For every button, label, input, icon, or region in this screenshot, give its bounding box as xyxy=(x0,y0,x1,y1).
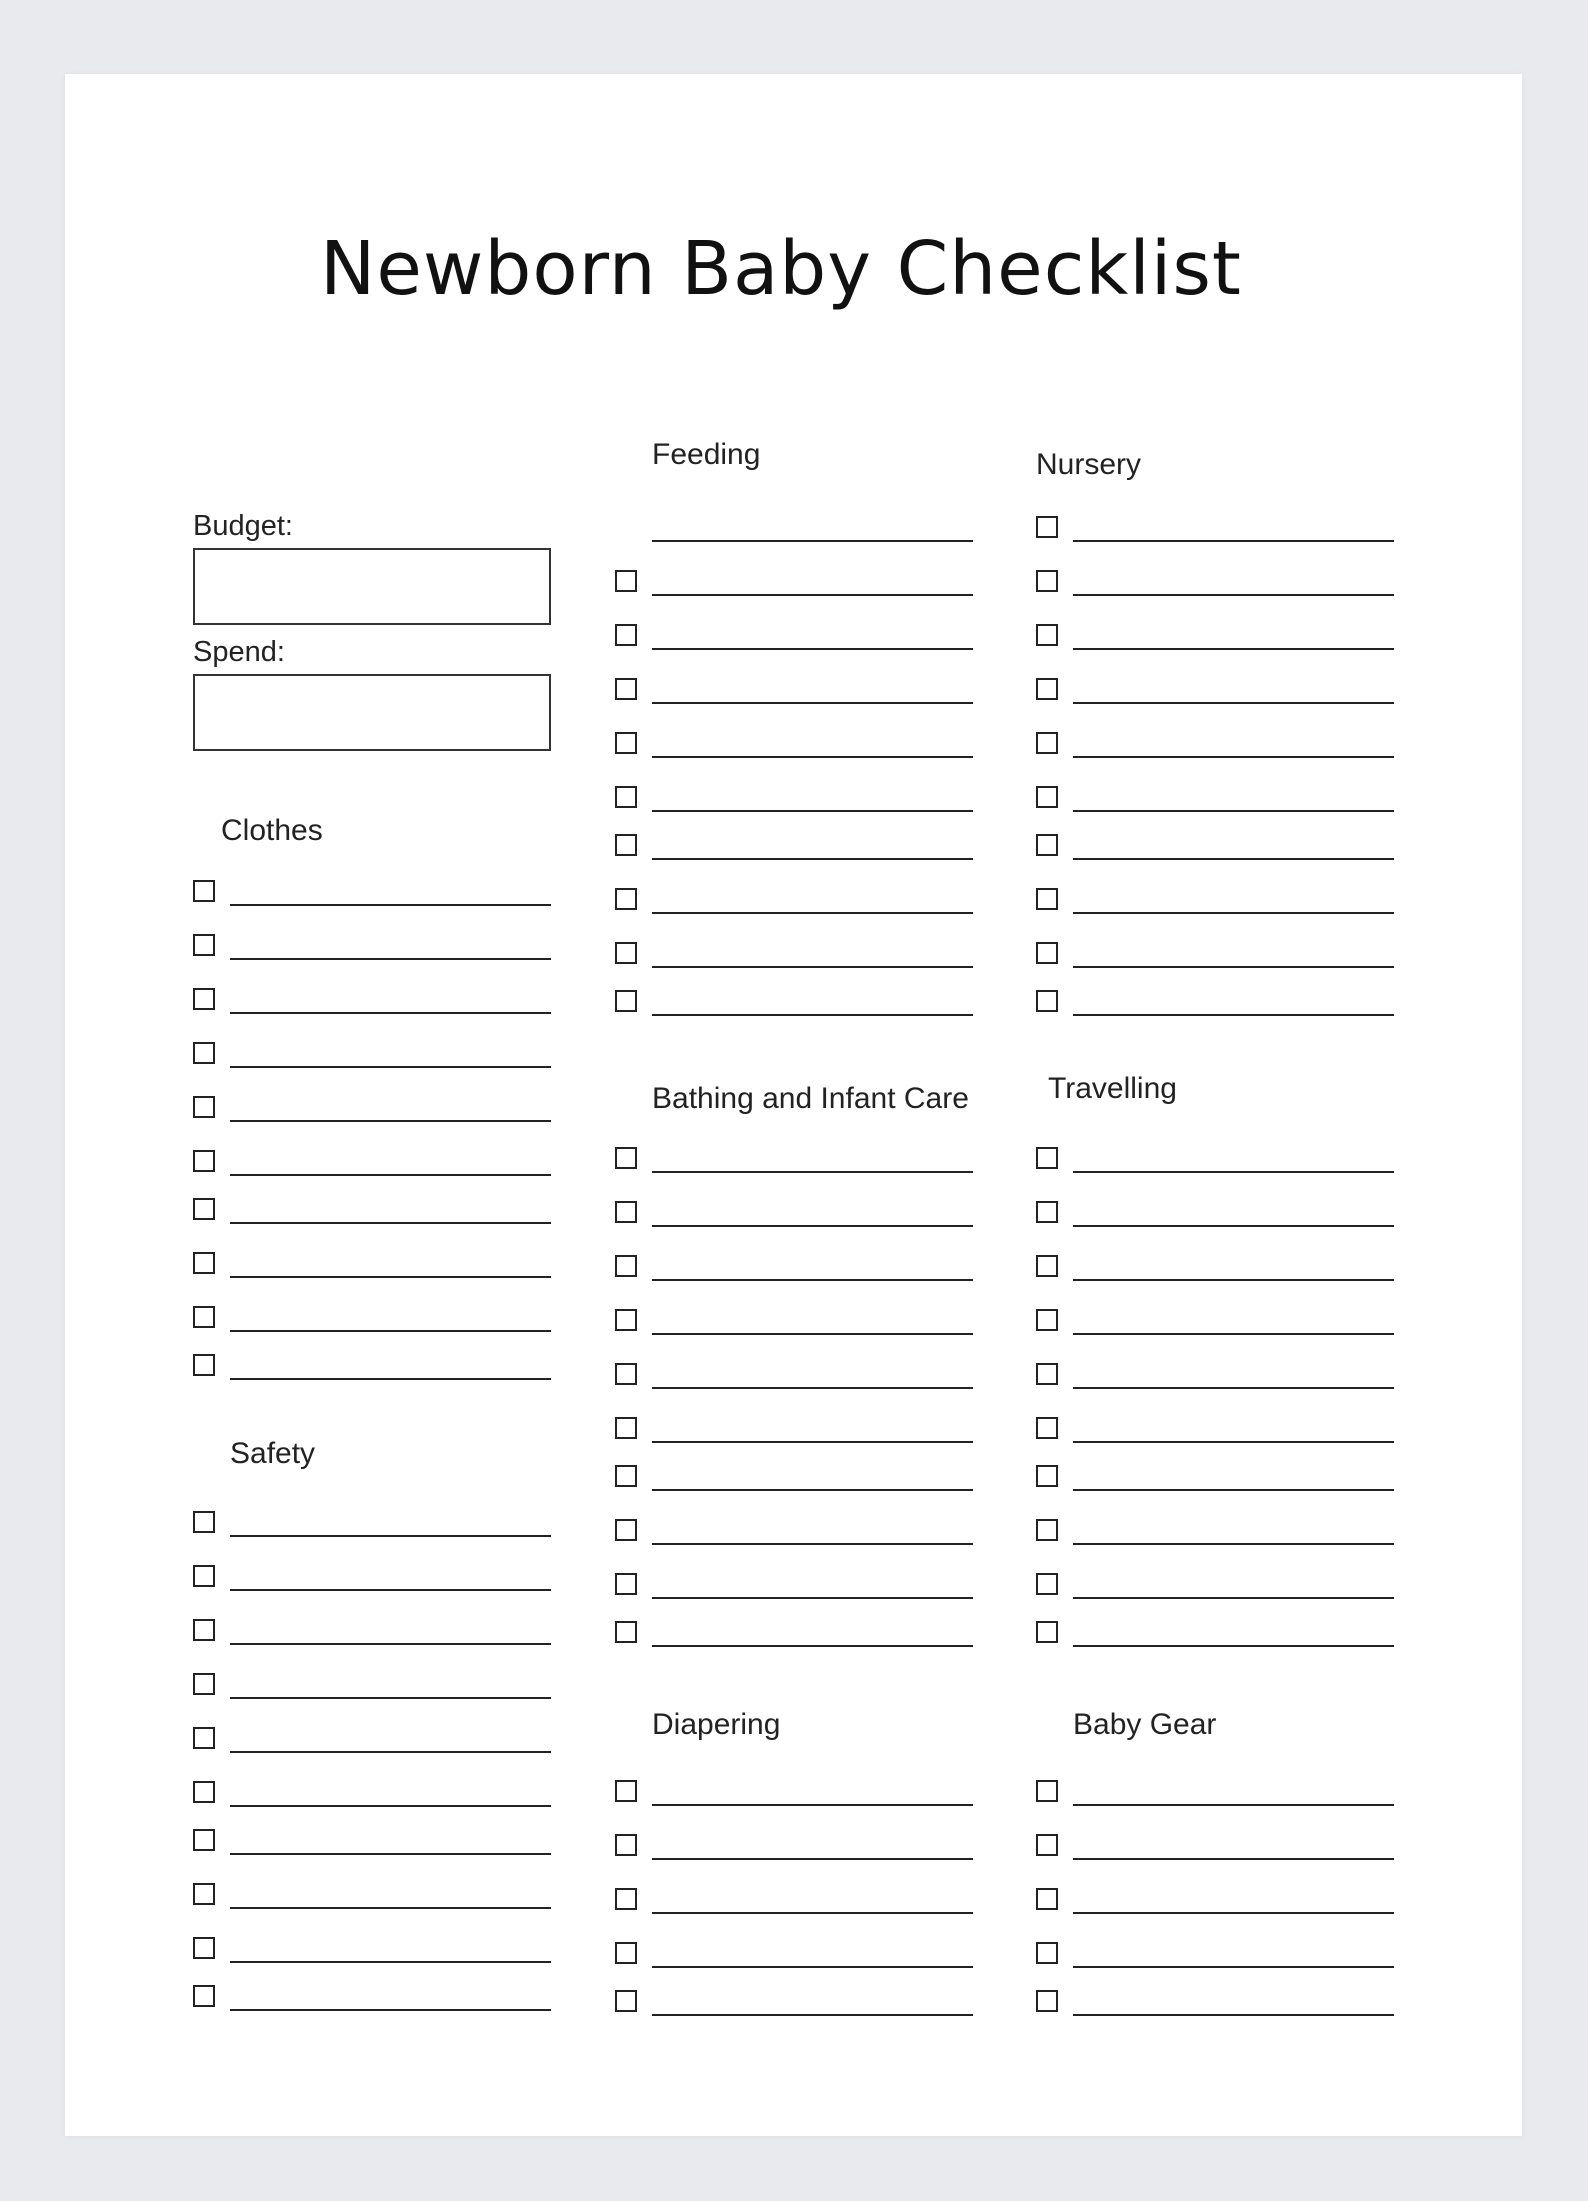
checkbox[interactable] xyxy=(615,1255,637,1277)
checkbox[interactable] xyxy=(193,1619,215,1641)
item-write-line[interactable] xyxy=(652,966,973,968)
item-write-line[interactable] xyxy=(230,1535,551,1537)
item-write-line[interactable] xyxy=(652,1597,973,1599)
checkbox[interactable] xyxy=(193,1565,215,1587)
item-write-line[interactable] xyxy=(652,2014,973,2016)
checkbox[interactable] xyxy=(615,1519,637,1541)
checkbox[interactable] xyxy=(1036,678,1058,700)
checkbox[interactable] xyxy=(1036,516,1058,538)
item-write-line[interactable] xyxy=(652,648,973,650)
checkbox[interactable] xyxy=(615,1990,637,2012)
item-write-line[interactable] xyxy=(230,1853,551,1855)
checkbox[interactable] xyxy=(615,1309,637,1331)
item-write-line[interactable] xyxy=(1073,1387,1394,1389)
item-write-line[interactable] xyxy=(230,1378,551,1380)
item-write-line[interactable] xyxy=(652,594,973,596)
item-write-line[interactable] xyxy=(1073,1858,1394,1860)
item-write-line[interactable] xyxy=(230,1961,551,1963)
section-heading-safety: Safety xyxy=(230,1437,316,1470)
item-write-line[interactable] xyxy=(230,1066,551,1068)
item-write-line[interactable] xyxy=(230,1120,551,1122)
item-write-line[interactable] xyxy=(1073,1912,1394,1914)
item-write-line[interactable] xyxy=(652,1966,973,1968)
item-write-line[interactable] xyxy=(1073,1966,1394,1968)
checkbox[interactable] xyxy=(1036,1363,1058,1385)
item-write-line[interactable] xyxy=(652,1804,973,1806)
checkbox[interactable] xyxy=(193,880,215,902)
checkbox[interactable] xyxy=(615,1147,637,1169)
checkbox[interactable] xyxy=(1036,1621,1058,1643)
item-write-line[interactable] xyxy=(652,1225,973,1227)
item-write-line[interactable] xyxy=(1073,2014,1394,2016)
checkbox[interactable] xyxy=(1036,1465,1058,1487)
item-write-line[interactable] xyxy=(652,756,973,758)
item-write-line[interactable] xyxy=(652,1387,973,1389)
item-write-line[interactable] xyxy=(230,1907,551,1909)
checkbox[interactable] xyxy=(615,888,637,910)
checkbox[interactable] xyxy=(615,732,637,754)
item-write-line[interactable] xyxy=(1073,594,1394,596)
checkbox[interactable] xyxy=(1036,1201,1058,1223)
checkbox[interactable] xyxy=(615,786,637,808)
checkbox[interactable] xyxy=(193,1150,215,1172)
checkbox[interactable] xyxy=(193,934,215,956)
item-write-line[interactable] xyxy=(1073,966,1394,968)
item-write-line[interactable] xyxy=(1073,1441,1394,1443)
item-write-line[interactable] xyxy=(1073,1279,1394,1281)
item-write-line[interactable] xyxy=(652,1279,973,1281)
item-write-line[interactable] xyxy=(1073,810,1394,812)
item-write-line[interactable] xyxy=(652,1441,973,1443)
checklist-page: Newborn Baby Checklist Budget: Spend: Clothes Safety Feeding Bathing and Infant Care Diapering Nursery Travelling Baby Gear xyxy=(65,74,1522,2136)
checkbox[interactable] xyxy=(193,988,215,1010)
checkbox[interactable] xyxy=(1036,1309,1058,1331)
item-write-line[interactable] xyxy=(1073,1171,1394,1173)
checkbox[interactable] xyxy=(615,1417,637,1439)
item-write-line[interactable] xyxy=(1073,648,1394,650)
checkbox[interactable] xyxy=(193,1252,215,1274)
item-write-line[interactable] xyxy=(1073,1333,1394,1335)
budget-field[interactable] xyxy=(193,548,551,625)
checkbox[interactable] xyxy=(615,1573,637,1595)
item-write-line[interactable] xyxy=(230,958,551,960)
checkbox[interactable] xyxy=(1036,942,1058,964)
section-heading-feeding: Feeding xyxy=(652,438,761,471)
checkbox[interactable] xyxy=(1036,786,1058,808)
item-write-line[interactable] xyxy=(1073,1597,1394,1599)
checkbox[interactable] xyxy=(1036,990,1058,1012)
checkbox[interactable] xyxy=(615,942,637,964)
checkbox[interactable] xyxy=(615,570,637,592)
item-write-line[interactable] xyxy=(230,1805,551,1807)
section-heading-nursery: Nursery xyxy=(1036,448,1142,481)
item-write-line[interactable] xyxy=(230,1751,551,1753)
checkbox[interactable] xyxy=(193,1354,215,1376)
item-write-line[interactable] xyxy=(230,1589,551,1591)
item-write-line[interactable] xyxy=(230,1276,551,1278)
checkbox[interactable] xyxy=(615,624,637,646)
item-write-line[interactable] xyxy=(652,1014,973,1016)
checkbox[interactable] xyxy=(1036,1780,1058,1802)
checkbox[interactable] xyxy=(193,1937,215,1959)
item-write-line[interactable] xyxy=(230,1174,551,1176)
item-write-line[interactable] xyxy=(652,1333,973,1335)
item-write-line[interactable] xyxy=(230,1330,551,1332)
item-write-line[interactable] xyxy=(1073,858,1394,860)
item-write-line[interactable] xyxy=(1073,540,1394,542)
checkbox[interactable] xyxy=(1036,1888,1058,1910)
item-write-line[interactable] xyxy=(652,540,973,542)
checkbox[interactable] xyxy=(193,1985,215,2007)
item-write-line[interactable] xyxy=(230,1012,551,1014)
item-write-line[interactable] xyxy=(230,2009,551,2011)
section-heading-baby-gear: Baby Gear xyxy=(1073,1708,1217,1741)
checkbox[interactable] xyxy=(193,1306,215,1328)
checkbox[interactable] xyxy=(615,1363,637,1385)
item-write-line[interactable] xyxy=(1073,1489,1394,1491)
checkbox[interactable] xyxy=(193,1829,215,1851)
item-write-line[interactable] xyxy=(652,1543,973,1545)
checkbox[interactable] xyxy=(1036,1417,1058,1439)
checkbox[interactable] xyxy=(615,678,637,700)
item-write-line[interactable] xyxy=(1073,912,1394,914)
checkbox[interactable] xyxy=(615,834,637,856)
spend-field[interactable] xyxy=(193,674,551,751)
checkbox[interactable] xyxy=(1036,1573,1058,1595)
section-heading-diapering: Diapering xyxy=(652,1708,781,1741)
item-write-line[interactable] xyxy=(1073,1645,1394,1647)
checkbox[interactable] xyxy=(1036,1519,1058,1541)
item-write-line[interactable] xyxy=(230,1643,551,1645)
checkbox[interactable] xyxy=(615,1780,637,1802)
checkbox[interactable] xyxy=(193,1883,215,1905)
checkbox[interactable] xyxy=(193,1096,215,1118)
section-heading-bathing: Bathing and Infant Care xyxy=(652,1082,969,1115)
checkbox[interactable] xyxy=(1036,1990,1058,2012)
item-write-line[interactable] xyxy=(230,904,551,906)
item-write-line[interactable] xyxy=(652,858,973,860)
checkbox[interactable] xyxy=(1036,570,1058,592)
checkbox[interactable] xyxy=(1036,624,1058,646)
checkbox[interactable] xyxy=(1036,1255,1058,1277)
item-write-line[interactable] xyxy=(230,1697,551,1699)
checkbox[interactable] xyxy=(615,1465,637,1487)
item-write-line[interactable] xyxy=(652,1912,973,1914)
spend-label: Spend: xyxy=(193,636,285,668)
item-write-line[interactable] xyxy=(1073,702,1394,704)
checkbox[interactable] xyxy=(1036,1834,1058,1856)
checkbox[interactable] xyxy=(615,990,637,1012)
item-write-line[interactable] xyxy=(652,912,973,914)
checkbox[interactable] xyxy=(193,1511,215,1533)
item-write-line[interactable] xyxy=(652,1489,973,1491)
checkbox[interactable] xyxy=(1036,834,1058,856)
item-write-line[interactable] xyxy=(230,1222,551,1224)
checkbox[interactable] xyxy=(615,1888,637,1910)
item-write-line[interactable] xyxy=(652,702,973,704)
checkbox[interactable] xyxy=(615,1201,637,1223)
budget-label: Budget: xyxy=(193,510,293,542)
checkbox[interactable] xyxy=(193,1042,215,1064)
checkbox[interactable] xyxy=(615,1834,637,1856)
checkbox[interactable] xyxy=(1036,888,1058,910)
checkbox[interactable] xyxy=(615,1942,637,1964)
item-write-line[interactable] xyxy=(652,1171,973,1173)
checkbox[interactable] xyxy=(193,1781,215,1803)
checkbox[interactable] xyxy=(1036,1942,1058,1964)
checkbox[interactable] xyxy=(615,1621,637,1643)
item-write-line[interactable] xyxy=(1073,1804,1394,1806)
item-write-line[interactable] xyxy=(652,810,973,812)
item-write-line[interactable] xyxy=(1073,1014,1394,1016)
checkbox[interactable] xyxy=(1036,732,1058,754)
item-write-line[interactable] xyxy=(652,1858,973,1860)
item-write-line[interactable] xyxy=(1073,1543,1394,1545)
item-write-line[interactable] xyxy=(652,1645,973,1647)
item-write-line[interactable] xyxy=(1073,1225,1394,1227)
checkbox[interactable] xyxy=(193,1673,215,1695)
checkbox[interactable] xyxy=(1036,1147,1058,1169)
checkbox[interactable] xyxy=(193,1198,215,1220)
item-write-line[interactable] xyxy=(1073,756,1394,758)
checkbox[interactable] xyxy=(193,1727,215,1749)
section-heading-travelling: Travelling xyxy=(1048,1072,1177,1105)
section-heading-clothes: Clothes xyxy=(221,814,323,847)
